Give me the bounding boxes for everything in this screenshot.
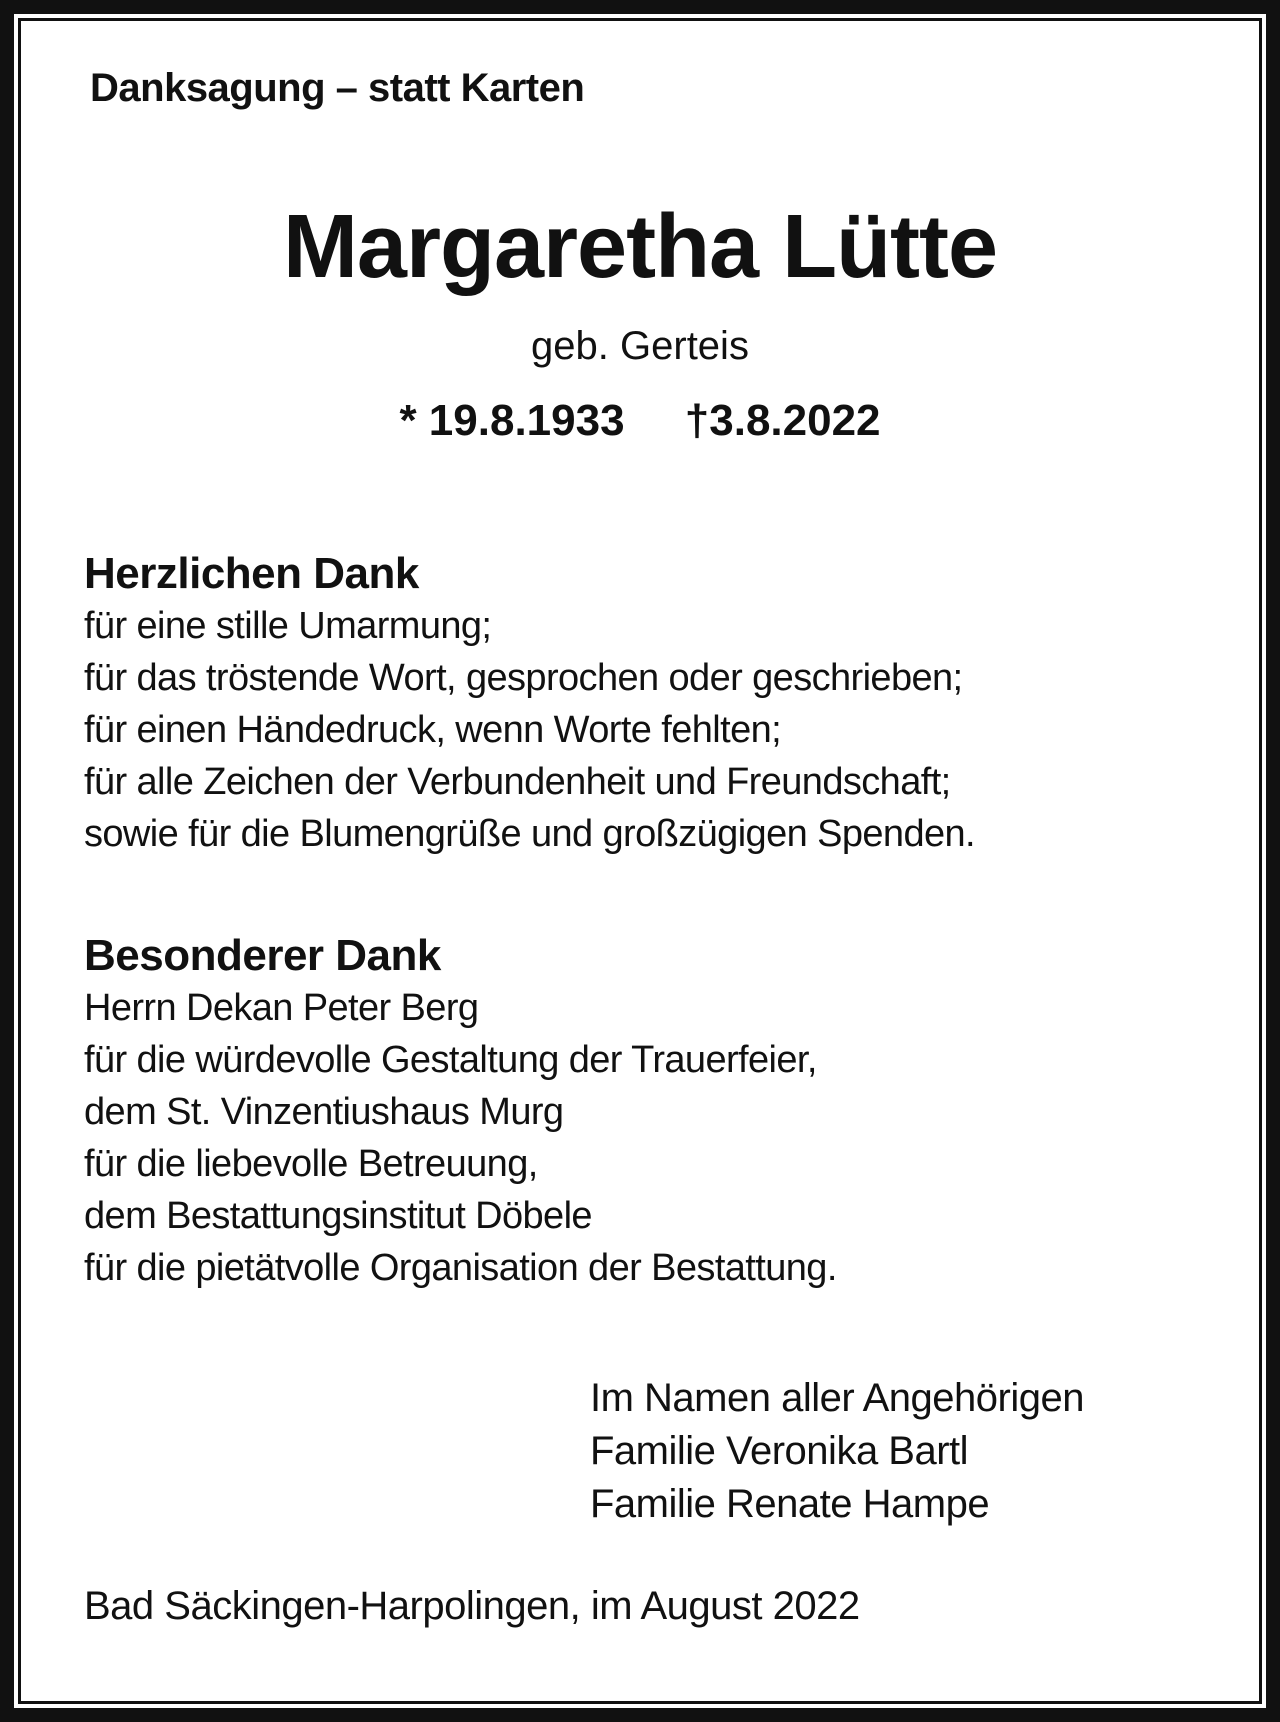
life-dates [0, 396, 1280, 446]
notice-header: Danksagung – statt Karten [90, 66, 585, 110]
special-thanks-line: dem Bestattungsinstitut Döbele [84, 1195, 592, 1237]
deceased-name: Margaretha Lütte [282, 197, 998, 297]
place-and-date: Bad Säckingen-Harpolingen, im August 2022 [84, 1584, 860, 1628]
special-thanks-line: für die liebevolle Betreuung, [84, 1143, 538, 1185]
thanks-line: für einen Händedruck, wenn Worte fehlten; [84, 709, 782, 751]
thanks-line: sowie für die Blumengrüße und großzügigen Spenden. [84, 813, 976, 855]
signature-line: Im Namen aller Angehörigen [590, 1376, 1084, 1420]
birth-name: geb. Gerteis [531, 324, 749, 368]
death-date: †3.8.2022 [684, 396, 881, 445]
signature-line: Familie Veronika Bartl [590, 1429, 969, 1473]
thanks-line: für das tröstende Wort, gesprochen oder geschrieben; [84, 657, 963, 699]
special-thanks-heading: Besonderer Dank [84, 931, 441, 980]
special-thanks-line: Herrn Dekan Peter Berg [84, 987, 479, 1029]
thanks-heading: Herzlichen Dank [84, 549, 419, 598]
signature-block [590, 1372, 1084, 1531]
signature-line: Familie Renate Hampe [590, 1482, 990, 1526]
thanks-line: für alle Zeichen der Verbundenheit und Freundschaft; [84, 761, 951, 803]
special-thanks-line: für die pietätvolle Organisation der Bestattung. [84, 1247, 837, 1289]
thanks-line: für eine stille Umarmung; [84, 605, 492, 647]
special-thanks-section [84, 930, 837, 1294]
special-thanks-line: für die würdevolle Gestaltung der Trauerfeier, [84, 1039, 817, 1081]
special-thanks-line: dem St. Vinzentiushaus Murg [84, 1091, 564, 1133]
birth-date: * 19.8.1933 [399, 396, 625, 445]
thanks-section [84, 548, 975, 860]
